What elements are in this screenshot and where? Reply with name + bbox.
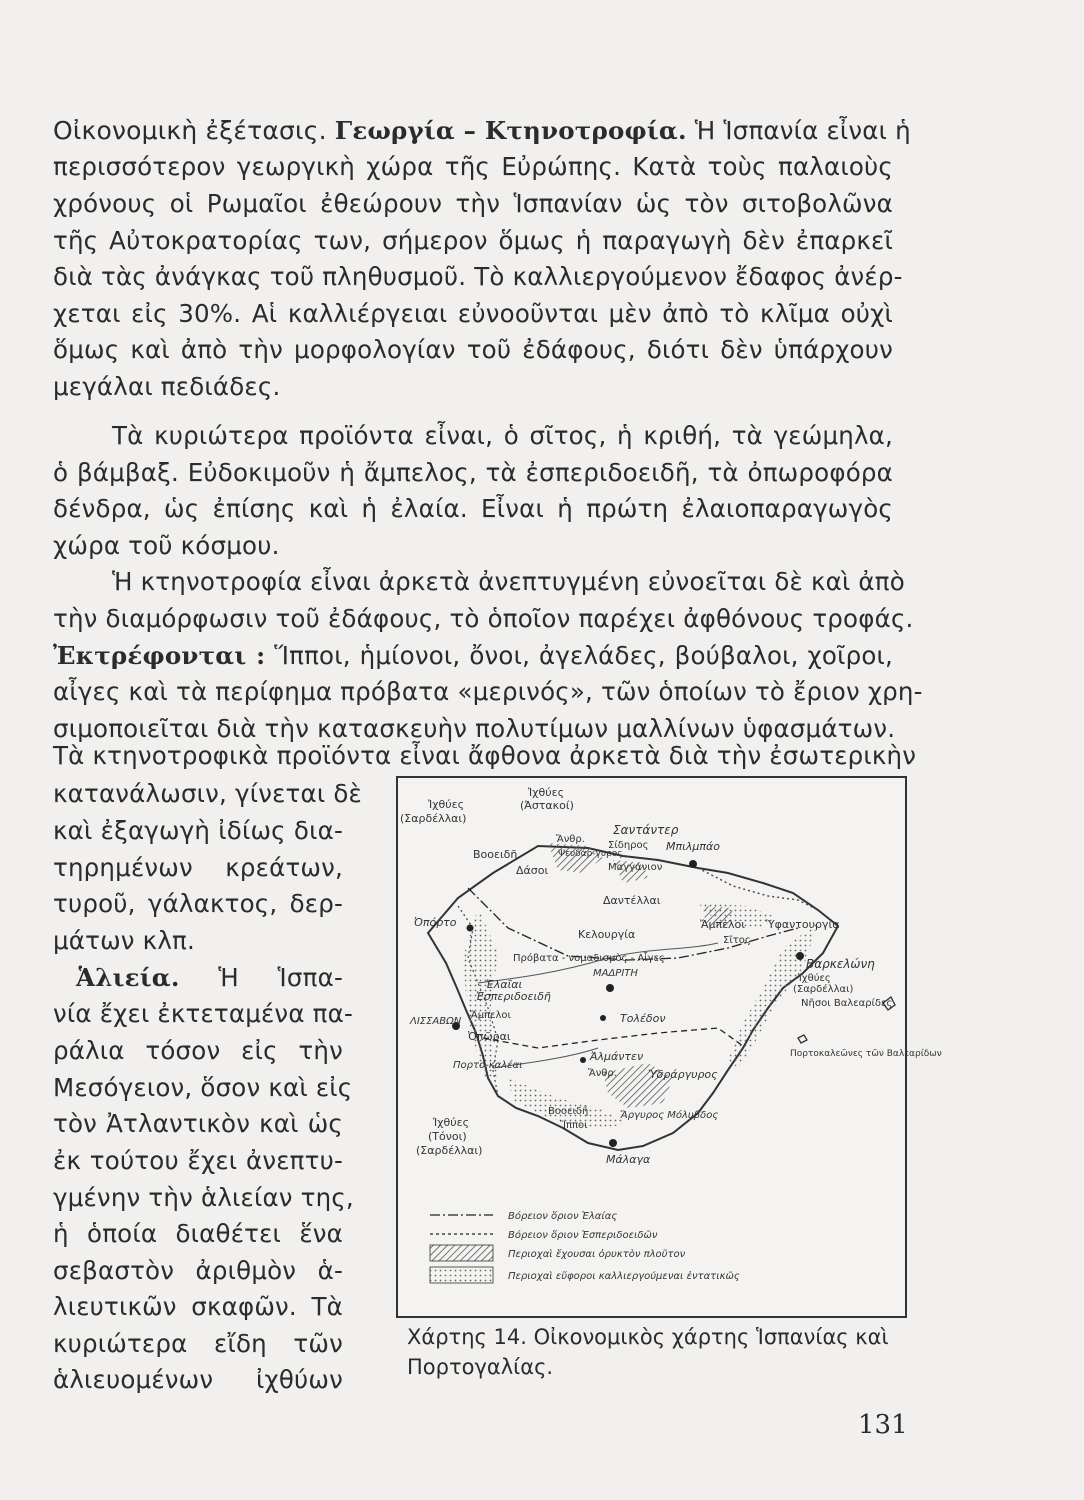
map-label: Ἄμπελοι (470, 1010, 511, 1021)
text-line: σεβαστὸν ἀριθμὸν ἁ- (53, 1256, 343, 1285)
map-label: Μαγγάνιον (608, 862, 663, 873)
map-label: Τολέδον (620, 1012, 666, 1025)
city-dot-oporto (467, 925, 474, 932)
text-line: νία ἔχει ἐκτεταμένα πα- (53, 999, 353, 1028)
text-line: κυριώτερα εἴδη τῶν (53, 1329, 343, 1358)
map-label: (Σαρδέλλαι) (416, 1144, 483, 1157)
text-line: αἶγες καὶ τὰ περίφημα πρόβατα «μερινός», τῶν ὁποίων τὸ ἔριον χρη- (53, 677, 923, 706)
map-label: Ὑφαντουργία (766, 918, 840, 931)
map-label: Πορτοκαλεῶνες τῶν Βαλεαρίδων (790, 1049, 942, 1059)
map-label: Σῖτος (723, 935, 751, 946)
city-dot-madrid (606, 984, 614, 992)
section-subheading: Γεωργία – Κτηνοτροφία. (334, 116, 687, 145)
map-label: Δαντέλλαι (603, 894, 661, 907)
paragraph-label: Ἐκτρέφονται : (53, 641, 266, 670)
map-label: Ἀλμάντεν (590, 1050, 644, 1063)
map-label: Ἐλαῖαι (486, 978, 523, 991)
text-line: χώρα τοῦ κόσμου. (53, 531, 280, 560)
text-fragment: Ἡ Ἱσπανία εἶναι ἡ (694, 116, 911, 145)
map-label: Νῆσοι Βαλεαρίδες (801, 998, 893, 1009)
text-line: μάτων κλπ. (53, 926, 195, 955)
map-label: Ἰχθύες (798, 973, 831, 984)
text-fragment: Ἡ Ἱσπα- (218, 963, 343, 992)
map-label: Μπιλμπάο (666, 840, 720, 853)
map-label: (Τόνοι) (428, 1130, 467, 1143)
text-line: χεται εἰς 30%. Αἱ καλλιέργειαι εὐνοοῦνται μὲν ἀπὸ τὸ κλῖμα οὐχὶ (53, 299, 893, 328)
text-line (76, 962, 343, 994)
text-line: τὴν διαμόρφωσιν τοῦ ἐδάφους, τὸ ὁποῖον παρέχει ἀφθόνους τροφάς. (53, 604, 914, 633)
map-label: Μάλαγα (606, 1153, 651, 1166)
legend-label: Βόρειον ὅριον Ἐσπεριδοειδῶν (508, 1230, 658, 1241)
map-label: (Σαρδέλλαι) (400, 812, 467, 825)
city-dot-bilbao (689, 860, 697, 868)
text-line: λιευτικῶν σκαφῶν. Τὰ (53, 1292, 343, 1321)
legend-label: Περιοχαὶ εὔφοροι καλλιεργούμεναι ἐντατικῶς (508, 1271, 740, 1282)
map-label: Ἐσπεριδοειδῆ (476, 990, 551, 1003)
text-line: τηρημένων κρεάτων, (53, 853, 343, 882)
text-line: καὶ ἐξαγωγὴ ἰδίως δια- (53, 816, 343, 845)
map-label: Ἰχθύες (528, 786, 565, 799)
legend-label: Βόρειον ὅριον Ἐλαίας (508, 1211, 618, 1222)
legend-label: Περιοχαὶ ἔχουσαι ὀρυκτὸν πλοῦτον (508, 1249, 686, 1260)
map-label: Ἄμπελοι (700, 918, 745, 931)
text-line: κατανάλωσιν, γίνεται δὲ (53, 779, 362, 808)
text-line: Τὰ κυριώτερα προϊόντα εἶναι, ὁ σῖτος, ἡ κριθή, τὰ γεώμηλα, (112, 421, 893, 450)
text-line: δένδρα, ὡς ἐπίσης καὶ ἡ ἐλαία. Εἶναι ἡ πρώτη ἐλαιοπαραγωγὸς (53, 494, 893, 523)
text-line (53, 640, 893, 672)
map-label: Βοοειδῆ (473, 848, 518, 861)
text-line: τυροῦ, γάλακτος, δερ- (53, 889, 343, 918)
map-label: Ἄνθρ. (588, 1068, 617, 1079)
text-line: ἡ ὁποία διαθέτει ἕνα (53, 1219, 343, 1248)
text-fragment: Ἵπποι, ἡμίονοι, ὄνοι, ἀγελάδες, βούβαλοι, χοῖροι, (274, 641, 893, 670)
map-label: Σαντάντερ (613, 823, 679, 837)
text-line: τὸν Ἀτλαντικὸν καὶ ὡς (53, 1109, 343, 1138)
map-label: (Σαρδέλλαι) (793, 984, 854, 995)
balearic-islands (798, 1035, 807, 1043)
text-line: ἐκ τούτου ἔχει ἀνεπτυ- (53, 1146, 343, 1175)
city-dot-almaden (580, 1057, 586, 1063)
text-line: ὅμως καὶ ἀπὸ τὴν μορφολογίαν τοῦ ἐδάφους, διότι δὲν ὑπάρχουν (53, 335, 893, 364)
text-line: Τὰ κτηνοτροφικὰ προϊόντα εἶναι ἄφθονα ἀρκετὰ διὰ τὴν ἐσωτερικὴν (53, 741, 917, 770)
page-number: 131 (858, 1410, 908, 1440)
map-label: Ὑδράργυρος (648, 1068, 718, 1081)
map-label: Βαρκελώνη (806, 957, 875, 971)
map-label: (Ἀστακοί) (520, 799, 574, 812)
map-label: Πορτο-καλέαι (453, 1060, 523, 1071)
text-line: μεγάλαι πεδιάδες. (53, 372, 281, 401)
city-dot-malaga (609, 1139, 617, 1147)
text-line: Μεσόγειον, ὅσον καὶ εἰς (53, 1073, 353, 1102)
text-line (53, 115, 911, 147)
map-svg (398, 778, 942, 1316)
citrus-limit-line (483, 1028, 743, 1048)
text-line: περισσότερον γεωργικὴ χώρα τῆς Εὐρώπης. Κατὰ τοὺς παλαιοὺς (53, 152, 893, 181)
text-line: ράλια τόσον εἰς τὴν (53, 1036, 343, 1065)
map-label: Ὀπόρτο (414, 916, 457, 929)
text-line: ἁλιευομένων ἰχθύων (53, 1365, 343, 1394)
legend-mineral-swatch (430, 1245, 493, 1261)
section-heading: Οἰκονομικὴ ἐξέτασις. (53, 116, 327, 145)
text-line: ὁ βάμβαξ. Εὐδοκιμοῦν ἡ ἄμπελος, τὰ ἐσπεριδοειδῆ, τὰ ὀπωροφόρα (53, 458, 893, 487)
pyrenees-border (698, 868, 818, 910)
legend-fertile-swatch (430, 1267, 493, 1283)
map-label: ΜΑΔΡΙΤΗ (593, 968, 638, 979)
map-label: Πρόβατα - νομαδισμὸς - Αἶγες (513, 953, 665, 964)
map-label: Βοοειδῆ (548, 1106, 589, 1117)
map-caption: Χάρτης 14. Οἰκονομικὸς χάρτης Ἱσπανίας καὶ (407, 1325, 889, 1349)
map-label: Δάσοι (516, 864, 549, 877)
text-line: σιμοποιεῖται διὰ τὴν κατασκευὴν πολυτίμων μαλλίνων ὑφασμάτων. (53, 714, 896, 743)
map-label: Ὀπῶραι (468, 1030, 511, 1043)
map-label: Ἰχθύες (433, 1116, 470, 1129)
economic-map (396, 776, 942, 1318)
map-label: Ἄργυρος Μόλυβδος (620, 1110, 719, 1121)
text-line: τῆς Αὐτοκρατορίας των, σήμερον ὅμως ἡ παραγωγὴ δὲν ἐπαρκεῖ (53, 226, 893, 255)
map-label: ΛΙΣΣΑΒΩΝ (410, 1016, 462, 1027)
map-caption: Πορτογαλίας. (407, 1355, 554, 1379)
map-label: Κελουργία (578, 928, 636, 941)
text-line: διὰ τὰς ἀνάγκας τοῦ πληθυσμοῦ. Τὸ καλλιεργούμενον ἔδαφος ἀνέρ- (53, 262, 903, 291)
city-dot-toledo (600, 1015, 606, 1021)
map-label: Σίδηρος (608, 840, 649, 851)
map-label: Ἰχθύες (428, 798, 465, 811)
map-label: Ψευδάρ-γυρος (558, 849, 623, 859)
text-line: γμένην τὴν ἁλιείαν της, (53, 1183, 354, 1212)
text-line: Ἡ κτηνοτροφία εἶναι ἀρκετὰ ἀνεπτυγμένη εὐνοεῖται δὲ καὶ ἀπὸ (112, 567, 905, 596)
city-dot-barcelona (796, 952, 804, 960)
map-label: Ἄνθρ. (556, 834, 585, 845)
text-line: χρόνους οἱ Ρωμαῖοι ἐθεώρουν τὴν Ἱσπανίαν ὡς τὸν σιτοβολῶνα (53, 189, 893, 218)
paragraph-label: Ἁλιεία. (76, 963, 180, 992)
map-label: Ἵπποι (560, 1120, 588, 1131)
